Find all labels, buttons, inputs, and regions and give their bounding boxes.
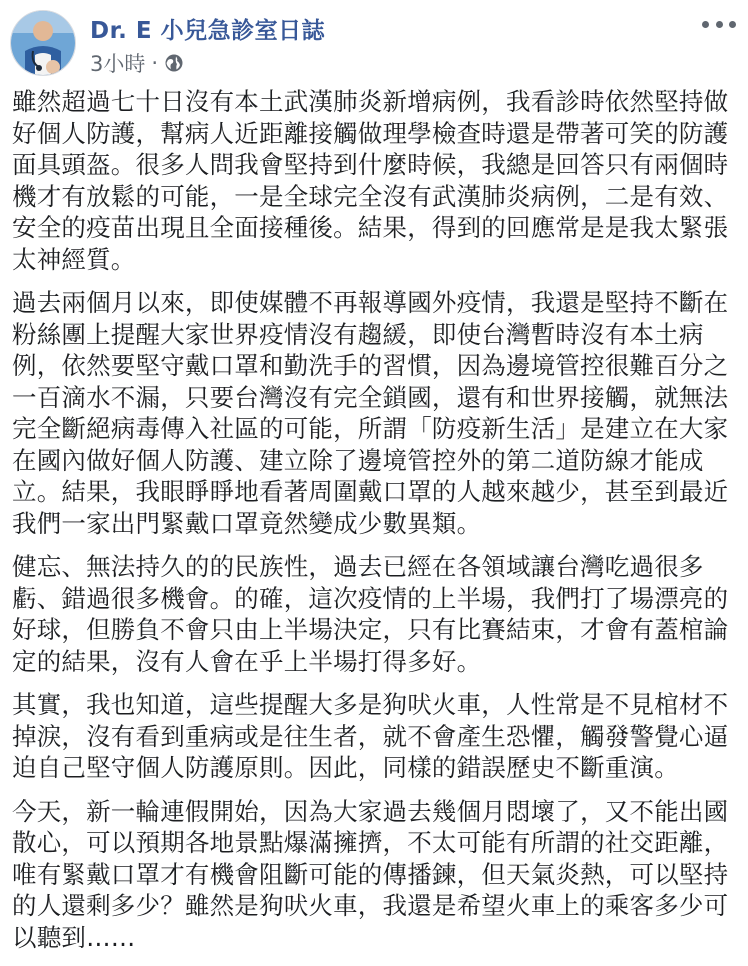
post-paragraph-2: 過去兩個月以來，即使媒體不再報導國外疫情，我還是堅持不斷在 粉絲團上提醒大家世界疫情沒有趨緩，即使台灣暫時沒有本土病 例，依然要堅守戴口罩和勤洗手的習慣，因為邊境管控很難百分之 一百滴水不漏，只要台灣沒有完全鎖國，還有和世界接觸，就無法 完全斷絕病毒傳入社區的可能，所謂「防疫新生活」是建立在大家 在國內做好個人防護、建立除了邊境管控外的第二道防線才能成 立。結果，我眼睜睜地看著周圍戴口罩的人越來越少，甚至到最近 我們一家出門緊戴口罩竟然變成少數異類。 bbox=[12, 288, 729, 538]
post-paragraph-4: 其實，我也知道，這些提醒大多是狗吠火車，人性常是不見棺材不 掉淚，沒有看到重病或是往生者，就不會產生恐懼，觸發警覺心逼 迫自己堅守個人防護原則。因此，同樣的錯誤歷史不斷重演。 bbox=[12, 690, 729, 782]
more-options-icon[interactable] bbox=[702, 14, 736, 34]
post-body bbox=[12, 86, 738, 965]
meta-separator: · bbox=[151, 51, 159, 75]
post-meta bbox=[90, 50, 184, 76]
avatar[interactable] bbox=[10, 10, 76, 76]
doctor-avatar-icon bbox=[11, 11, 75, 75]
page-name-link[interactable]: Dr. E 小兒急診室日誌 bbox=[90, 18, 326, 44]
globe-icon[interactable] bbox=[164, 53, 184, 73]
post-paragraph-1: 雖然超過七十日沒有本土武漢肺炎新增病例，我看診時依然堅持做 好個人防護，幫病人近距離接觸做理學檢查時還是帶著可笑的防護 面具頭盔。很多人問我會堅持到什麼時候，我總是回答只有兩個時 機才有放鬆的可能，一是全球完全沒有武漢肺炎病例，二是有效、 安全的疫苗出現且全面接種後。結果，得到的回應常是是我太緊張 太神經質。 bbox=[12, 87, 729, 274]
post-header bbox=[0, 0, 748, 84]
post-paragraph-5: 今天，新一輪連假開始，因為大家過去幾個月悶壞了，又不能出國 散心，可以預期各地景點爆滿擁擠，不太可能有所謂的社交距離， 唯有緊戴口罩才有機會阻斷可能的傳播鍊，但天氣炎熱，可以堅持 的人還剩多少？雖然是狗吠火車，我還是希望火車上的乘客多少可 以聽到…… bbox=[12, 796, 729, 952]
post-time-link[interactable]: 3小時 bbox=[90, 52, 146, 76]
post-paragraph-3: 健忘、無法持久的的民族性，過去已經在各領域讓台灣吃過很多 虧、錯過很多機會。的確，這次疫情的上半場，我們打了場漂亮的 好球，但勝負不會只由上半場決定，只有比賽結束，才會有蓋棺論 定的結果，沒有人會在乎上半場打得多好。 bbox=[12, 552, 729, 676]
